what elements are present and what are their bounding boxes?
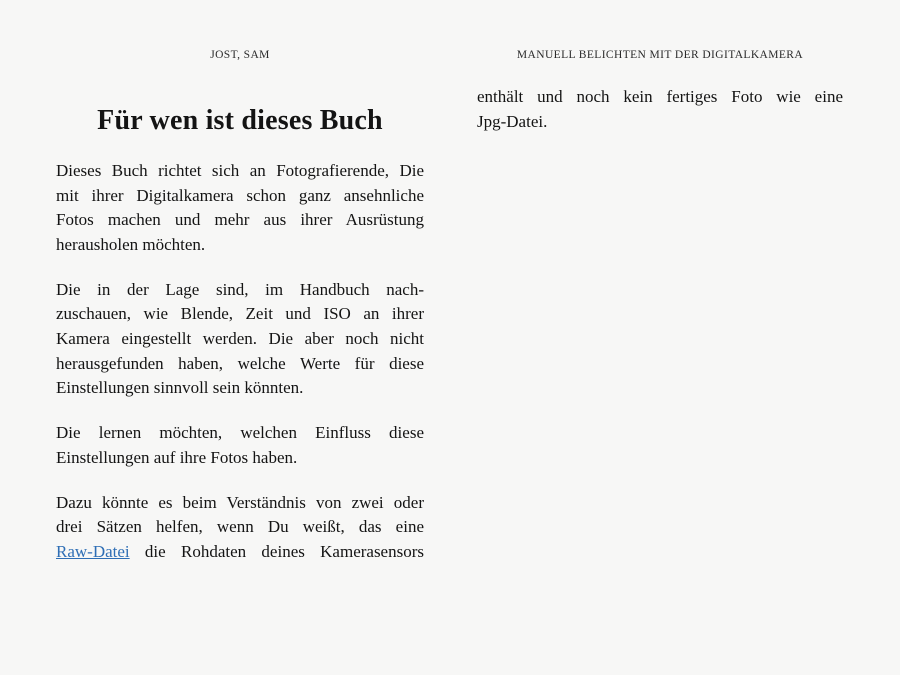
text-line: Die lernen möchten, welchen Einfluss diese: [56, 423, 424, 443]
right-page-column: [477, 0, 843, 155]
text-line: Dieses Buch richtet sich an Fotografierende, Die: [56, 161, 424, 180]
running-header-book-title: MANUELL BELICHTEN MIT DER DIGITALKAMERA: [516, 49, 804, 61]
text-line: enthält und noch kein fertiges Foto wie eine: [477, 87, 843, 106]
text-line-with-link: [56, 540, 424, 565]
text-after-link: die Rohdaten deines Kamerasensors: [129, 541, 424, 561]
raw-datei-link[interactable]: Raw-Datei: [56, 541, 130, 561]
paragraph: [56, 421, 424, 470]
text-line: Dazu könnte es beim Verständnis von zwei oder: [56, 492, 424, 512]
text-line: drei Sätzen helfen, wenn Du weißt, das eine: [56, 517, 424, 537]
paragraph: [56, 278, 424, 401]
text-line: zuschauen, wie Blende, Zeit und ISO an ihrer: [56, 304, 424, 324]
text-line: Fotos machen und mehr aus ihrer Ausrüstung: [56, 210, 424, 230]
text-line: Einstellungen sinnvoll sein könnten.: [56, 378, 304, 398]
text-line: mit ihrer Digitalkamera schon ganz ansehnliche: [56, 185, 424, 205]
left-page-column: [56, 0, 424, 585]
text-line: herausgefunden haben, welche Werte für diese: [56, 353, 424, 373]
text-line: Jpg-Datei.: [477, 111, 548, 131]
paragraph: [56, 491, 424, 565]
text-line: Die in der Lage sind, im Handbuch nach-: [56, 279, 424, 299]
paragraph-continuation: [477, 85, 843, 134]
text-line: Kamera eingestellt werden. Die aber noch nicht: [56, 328, 424, 348]
chapter-heading: Für wen ist dieses Buch: [97, 105, 383, 136]
text-line: Einstellungen auf ihre Fotos haben.: [56, 447, 298, 467]
text-line: herausholen möchten.: [56, 234, 206, 254]
paragraph: [56, 159, 424, 257]
running-header-author: JOST, SAM: [210, 49, 270, 61]
